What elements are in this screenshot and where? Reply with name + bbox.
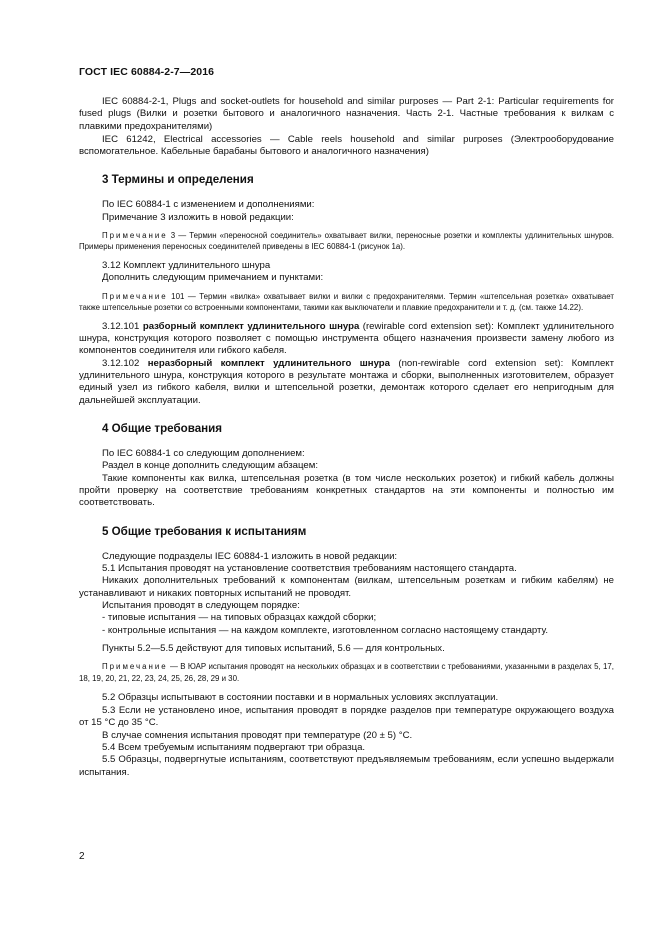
note-101 bbox=[79, 291, 614, 314]
document-body bbox=[79, 96, 614, 779]
list-item: - типовые испытания — на типовых образцах каждой сборки; bbox=[102, 612, 377, 624]
definition-term: разборный комплект удлинительного шнура bbox=[142, 320, 360, 332]
paragraph: Такие компоненты как вилка, штепсельная розетка (в том числе нескольких розеток) и гибкий кабель должны пройти проверку на соответствие требованиям конкретных стандартов на эти компоненты и полностью им соответствовать. bbox=[79, 472, 614, 509]
section-4-heading: 4 Общие требования bbox=[102, 422, 223, 435]
note-3 bbox=[79, 230, 614, 253]
page-number: 2 bbox=[79, 851, 85, 862]
definition-text: (non-rewirable cord extension set): Комплект удлинительного шнура, конструкция которого в результате монтажа и сборки, выполненных изготовителем, образует единый узел из гибкого кабеля, вилки и штепсельной розетки, демонтаж которого сделает его непригодным для дальнейшей эксплуатации. bbox=[79, 357, 614, 406]
paragraph: Пункты 5.2—5.5 действуют для типовых испытаний, 5.6 — для контрольных. bbox=[102, 643, 445, 655]
reference-iec-60884-2-1: IEC 60884-2-1, Plugs and socket-outlets for household and similar purposes — Part 2-1: Particular requirements for fused plugs (Вилки и розетки бытового и аналогичного назначения. Часть 2-1. Частные требования к вилкам с плавкими предохранителями) bbox=[79, 96, 614, 132]
definition-number: 3.12.102 bbox=[102, 357, 148, 369]
definition-text: (rewirable cord extension set): Комплект удлинительного шнура, конструкция которого позволяет с помощью инструмента общего назначения произвести замену любого из компонентов соединителя или гибкого кабеля. bbox=[79, 320, 614, 357]
note-text: 3 — Термин «переносной соединитель» охватывает вилки, переносные розетки и комплекты удлинительных шнуров. Примеры применения переносных соединителей приведены в IEC 60884-1 (рисунок 1а). bbox=[79, 230, 614, 252]
paragraph: Испытания проводят в следующем порядке: bbox=[102, 600, 300, 612]
paragraph: Раздел в конце дополнить следующим абзацем: bbox=[102, 460, 318, 472]
paragraph: 3.12 Комплект удлинительного шнура bbox=[102, 259, 271, 271]
section-5-heading: 5 Общие требования к испытаниям bbox=[102, 524, 307, 538]
section-3-heading: 3 Термины и определения bbox=[102, 173, 254, 187]
paragraph: В случае сомнения испытания проводят при температуре (20 ± 5) °C. bbox=[102, 729, 413, 741]
definition-term: неразборный комплект удлинительного шнура bbox=[147, 357, 390, 369]
paragraph: Никаких дополнительных требований к компонентам (вилкам, штепсельным розеткам и гибким кабелям) не устанавливают и никаких повторных испытаний не проводят. bbox=[79, 575, 614, 599]
paragraph: По IEC 60884-1 с изменением и дополнениями: bbox=[102, 199, 315, 211]
note-south-africa bbox=[79, 661, 614, 684]
note-text: — В ЮАР испытания проводят на нескольких образцах и в соответствии с требованиями, указанными в разделах 5, 17, 18, 19, 20, 21, 22, 23, 24, 25, 26, 28, 29 и 30. bbox=[79, 662, 614, 683]
paragraph: По IEC 60884-1 со следующим дополнением: bbox=[102, 448, 305, 459]
note-label: Примечание bbox=[102, 662, 168, 672]
paragraph-5-2: 5.2 Образцы испытывают в состоянии поставки и в нормальных условиях эксплуатации. bbox=[102, 692, 499, 704]
list-item: - контрольные испытания — на каждом комплекте, изготовленном согласно настоящему стандарту. bbox=[102, 624, 549, 636]
note-label: Примечание bbox=[102, 230, 168, 240]
paragraph: Дополнить следующим примечанием и пунктами: bbox=[102, 272, 324, 284]
definition-3-12-102 bbox=[79, 358, 614, 407]
definition-3-12-101 bbox=[79, 321, 614, 358]
paragraph-5-5: 5.5 Образцы, подвергнутые испытаниям, соответствуют предъявляемым требованиям, если успешно выдержали испытания. bbox=[79, 754, 614, 778]
paragraph-5-4: 5.4 Всем требуемым испытаниям подвергают три образца. bbox=[102, 741, 366, 753]
note-label: Примечание bbox=[102, 291, 168, 301]
paragraph: Следующие подразделы IEC 60884-1 изложить в новой редакции: bbox=[102, 550, 398, 562]
paragraph-5-1: 5.1 Испытания проводят на установление соответствия требованиям настоящего стандарта. bbox=[102, 563, 517, 575]
reference-iec-61242: IEC 61242, Electrical accessories — Cable reels household and similar purposes (Электрооборудование вспомогательное. Кабельные барабаны бытового и аналогичного назначения) bbox=[79, 133, 614, 157]
paragraph-5-3: 5.3 Если не установлено иное, испытания проводят в порядке разделов при температуре окружающего воздуха от 15 °C до 35 °C. bbox=[79, 704, 614, 729]
definition-number: 3.12.101 bbox=[102, 320, 143, 332]
paragraph: Примечание 3 изложить в новой редакции: bbox=[102, 211, 294, 223]
note-text: 101 — Термин «вилка» охватывает вилки и вилки с предохранителями. Термин «штепсельная розетка» охватывает также штепсельные розетки со встроенными компонентами, такими как выключатели и плавкие предохранители и т. д. (см. также 14.22). bbox=[79, 291, 614, 313]
document-header: ГОСТ IEC 60884-2-7—2016 bbox=[79, 66, 215, 78]
